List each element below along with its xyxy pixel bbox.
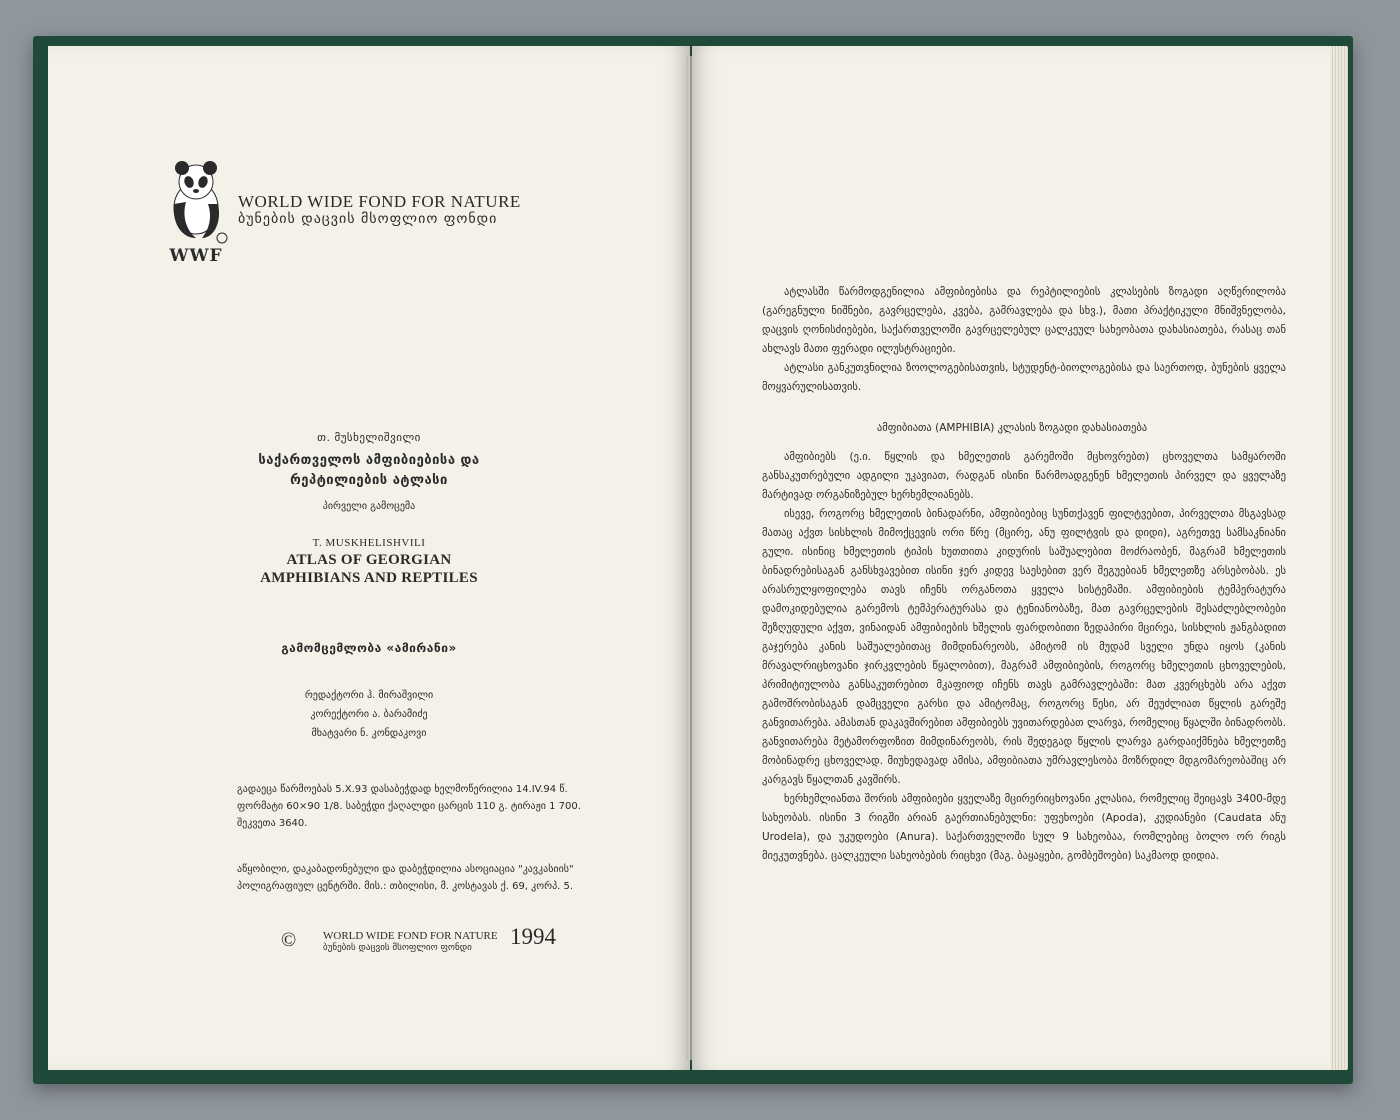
right-page (692, 46, 1332, 1070)
show-through-text (148, 314, 568, 372)
credit-proofreader: კორექტორი ა. ბარამიძე (310, 709, 428, 720)
author-en: T. MUSKHELISHVILI (312, 537, 426, 549)
edition-ka: პირველი გამოცემა (322, 501, 416, 512)
publication-year: 1994 (510, 924, 556, 949)
left-page (48, 46, 690, 1070)
wwf-wordmark: WWF (169, 246, 223, 266)
imprint-production (237, 781, 617, 832)
credit-editor: რედაქტორი ჰ. მირაშვილი (304, 690, 434, 701)
imprint-printer (237, 861, 617, 895)
footer-organization-ka: ბუნების დაცვის მსოფლიო ფონდი (323, 943, 472, 953)
imprint-line: აწყობილი, დაკაბადონებული და დაბეჭდილია ასოციაცია "კავკასიის" (237, 864, 574, 875)
copyright-symbol: © (281, 929, 297, 951)
panda-icon (156, 146, 236, 246)
title-ka-line2: რეპტილიების ატლასი (290, 473, 448, 488)
imprint-line: პოლიგრაფიულ ცენტრში. მის.: თბილისი, მ. კოსტავას ქ. 69, კორპ. 5. (237, 881, 574, 892)
section-heading: ამფიბიათა (AMPHIBIA) კლასის ზოგადი დახასიათება (876, 422, 1148, 434)
paragraph: ამფიბიებს (ე.ი. წყლის და ხმელეთის გარემოში მცხოვრებთ) ცხოველთა სამყაროში განსაკუთრებული ადგილი უკავიათ, რადგან ისინი წარმოადგენენ ხმელეთის პირველ და ყველაზე მარტივად ორგანიზებულ ხერხემლიანებს. (762, 451, 1286, 501)
author-ka: თ. მუსხელიშვილი (317, 431, 421, 444)
page-edges (1330, 46, 1348, 1070)
wwf-logo (156, 146, 236, 266)
intro-text (762, 283, 1286, 397)
title-en-line2: AMPHIBIANS AND REPTILES (260, 570, 478, 586)
imprint-line: გადაეცა წარმოებას 5.X.93 დასაბეჭდად ხელმოწერილია 14.IV.94 წ. (237, 784, 568, 795)
imprint-line: შეკვეთა 3640. (237, 818, 308, 829)
credit-artist: მხატვარი ნ. კონდაკოვი (311, 728, 427, 739)
title-en-line1: ATLAS OF GEORGIAN (286, 552, 452, 568)
footer-organization-en: WORLD WIDE FOND FOR NATURE (323, 930, 498, 942)
organization-name-ka: ბუნების დაცვის მსოფლიო ფონდი (238, 211, 498, 227)
main-text (762, 448, 1286, 866)
credits (48, 686, 690, 743)
title-ka (48, 451, 690, 491)
title-en (48, 551, 690, 587)
organization-name-en: WORLD WIDE FOND FOR NATURE (238, 192, 521, 211)
paragraph: ატლასი განკუთვნილია ზოოლოგებისათვის, სტუდენტ-ბიოლოგებისა და საერთოდ, ბუნების ყველა მოყვარულისათვის. (762, 362, 1286, 393)
paragraph: ისევე, როგორც ხმელეთის ბინადარნი, ამფიბიებიც სუნთქავენ ფილტვებით, პირველთა მსგავსად მათაც აქვთ სისხლის მიმოქცევის ორი წრე (მცირე, ანუ ფილტვის და დიდი), აგრეთვე სამსაკნიანი გული. ისინიც ხმელეთის ტიპის ხუთთითა კიდურის საშუალებით მოძრაობენ, მაგრამ ხმელეთის ბინადრებისაგან განსხვავებით ისინი ჯერ კიდევ საესებით ვერ შეგუებიან ხმელეთზე არსებობას. ეს არასრულყოფილება თავს იჩენს ორგანოთა ყველა სისტემაში. ამფიბიების ტემპერატურა დამოკიდებულია გარემოს ტემპერატურასა და ტენიანობაზე, მათ გავრცელების შესაძლებლობები შეზღუდული აქვთ, ვინაიდან ამფიბიების ხშელის ფარდობითი ზედაპირი მცირეა, სისხლის ჟანგბადით გაჯერება კანის საშუალებითაც მიმდინარეობს, ამიტომ ის მუდამ სველი უნდა იყოს (კანის მრავალრიცხოვანი ჯირკვლების წყალობით), მაგრამ ამფიბიების, როგორც ხმელეთის ცხოველების, პრიმიტიულობა განსაკუთრებით მკაფიოდ იჩენს თავს გამრავლებაში: მათ კვერცხებს არა აქვთ გამოშრობისაგან დამცველი გარსი და ამიტომაც, როგორც წესი, არ შეუძლიათ წყლის გარეშე განვითარება. ამასთან დაკავშირებით ამფიბიებს უვითარდებათ ლარვა, რომელიც წყალში ბინადრობს. განვითარება მეტამორფოზით მიმდინარეობს, რის შედეგად წყლის ლარვა გარდაიქმნება ხმელეთზე მობინადრე ცხოველად. მიუხედავად ამისა, ამფიბიათა უმრავლესობა მოზრდილ მდგომარეობაშიც არ კარგავს წყალთან კავშირს. (762, 508, 1286, 786)
paragraph: ხერხემლიანთა შორის ამფიბიები ყველაზე მცირერიცხოვანი კლასია, რომელიც შეიცავს 3400-მდე სახეობას. ისინი 3 რიგში არიან გაერთიანებულნი: უფეხოები (Apoda), კუდიანები (Caudata ანუ Urodela), და უკუდოები (Anura). საქართველოში სულ 9 სახეობაა, რომლებიც ბოლო ორ რიგს მიეკუთვნება. ცალკეული სახეობების რიცხვი (მაგ. ბაყაყები, გომბეშოები) საკმაოდ დიდია. (762, 793, 1286, 862)
publisher-ka: გამომცემლობა «ამირანი» (281, 641, 457, 655)
imprint-line: ფორმატი 60×90 1/8. საბეჭდი ქაღალდი ცარცის 110 გ. ტირაჟი 1 700. (237, 801, 581, 812)
paragraph: ატლასში წარმოდგენილია ამფიბიებისა და რეპტილიების კლასების ზოგადი აღწერილობა (გარეგნული ნიშნები, გავრცელება, კვება, გამრავლება და სხვ.), მათი პრაქტიკული მნიშვნელობა, დაცვის ღონისძიებები, საქართველოში გავრცელებულ ცალკეულ სახეობათა დახასიათება, რასაც თან ახლავს მათი ფერადი ილუსტრაციები. (762, 286, 1286, 355)
title-ka-line1: საქართველოს ამფიბიებისა და (258, 453, 480, 468)
